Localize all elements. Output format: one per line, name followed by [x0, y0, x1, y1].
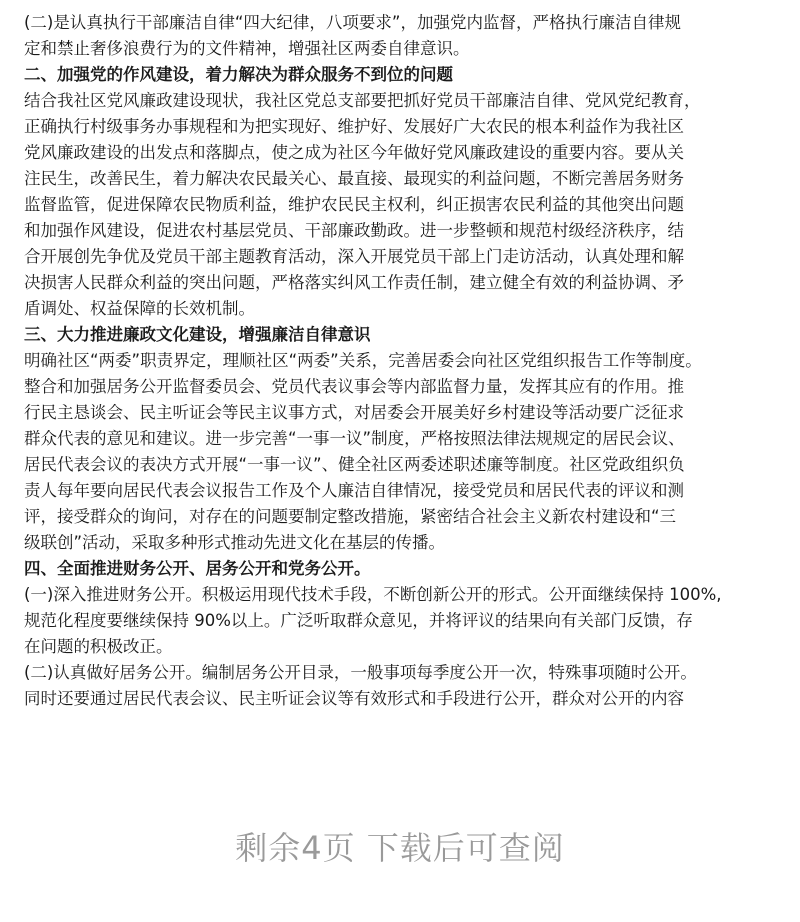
section-heading-2: 二、加强党的作风建设，着力解决为群众服务不到位的问题	[24, 65, 453, 84]
paragraph-line: 明确社区“两委”职责界定，理顺社区“两委”关系，完善居委会向社区党组织报告工作等制度。	[24, 351, 702, 370]
paragraph-line: 注民生，改善民生，着力解决农民最关心、最直接、最现实的利益问题，不断完善居务财务	[24, 169, 684, 188]
paragraph-line: 党风廉政建设的出发点和落脚点，使之成为社区今年做好党风廉政建设的重要内容。要从关	[24, 143, 684, 162]
section-heading-3: 三、大力推进廉政文化建设，增强廉洁自律意识	[24, 325, 371, 344]
paragraph-line: 同时还要通过居民代表会议、民主听证会议等有效形式和手段进行公开，群众对公开的内容	[24, 689, 684, 708]
paragraph-line: 决损害人民群众利益的突出问题，严格落实纠风工作责任制，建立健全有效的利益协调、矛	[24, 273, 684, 292]
paragraph-line: 结合我社区党风廉政建设现状，我社区党总支部要把抓好党员干部廉洁自律、党风党纪教育，	[24, 91, 701, 110]
paragraph-line: 群众代表的意见和建议。进一步完善“一事一议”制度，严格按照法律法规规定的居民会议、	[24, 429, 685, 448]
paragraph-line: 和加强作风建设，促进农村基层党员、干部廉政勤政。进一步整顿和规范村级经济秩序，结	[24, 221, 684, 240]
cropped-top-line	[24, 0, 784, 10]
paragraph-line: 规范化程度要继续保持 90%以上。广泛听取群众意见，并将评议的结果向有关部门反馈，存	[24, 611, 693, 630]
paragraph-line: 级联创”活动，采取多种形式推动先进文化在基层的传播。	[24, 533, 446, 552]
document-body	[24, 0, 784, 712]
paragraph-line: (一)深入推进财务公开。积极运用现代技术手段，不断创新公开的形式。公开面继续保持 100%,	[24, 585, 722, 604]
paragraph-line: 监督监管，促进保障农民物质利益，维护农民民主权利，纠正损害农民利益的其他突出问题	[24, 195, 684, 214]
paragraph-line: (二)认真做好居务公开。编制居务公开目录，一般事项每季度公开一次，特殊事项随时公开。	[24, 663, 697, 682]
remaining-pages-label[interactable]: 剩余4页 下载后可查阅	[235, 829, 565, 867]
paragraph-line: 整合和加强居务公开监督委员会、党员代表议事会等内部监督力量，发挥其应有的作用。推	[24, 377, 684, 396]
paragraph-line: (二)是认真执行干部廉洁自律“四大纪律，八项要求”，加强党内监督，严格执行廉洁自律规	[24, 13, 681, 32]
paragraph-line: 评，接受群众的询问，对存在的问题要制定整改措施，紧密结合社会主义新农村建设和“三	[24, 507, 677, 526]
paragraph-line: 居民代表会议的表决方式开展“一事一议”、健全社区两委述职述廉等制度。社区党政组织负	[24, 455, 685, 474]
remaining-pages-banner[interactable]	[0, 820, 800, 876]
paragraph-line: 盾调处、权益保障的长效机制。	[24, 299, 255, 318]
paragraph-line: 责人每年要向居民代表会议报告工作及个人廉洁自律情况，接受党员和居民代表的评议和测	[24, 481, 684, 500]
paragraph-line: 定和禁止奢侈浪费行为的文件精神，增强社区两委自律意识。	[24, 39, 470, 58]
paragraph-line: 合开展创先争优及党员干部主题教育活动，深入开展党员干部上门走访活动，认真处理和解	[24, 247, 684, 266]
section-heading-4: 四、全面推进财务公开、居务公开和党务公开。	[24, 559, 371, 578]
paragraph-line: 行民主恳谈会、民主听证会等民主议事方式，对居委会开展美好乡村建设等活动要广泛征求	[24, 403, 684, 422]
paragraph-line: 正确执行村级事务办事规程和为把实现好、维护好、发展好广大农民的根本利益作为我社区	[24, 117, 684, 136]
paragraph-line: 在问题的积极改正。	[24, 637, 173, 656]
